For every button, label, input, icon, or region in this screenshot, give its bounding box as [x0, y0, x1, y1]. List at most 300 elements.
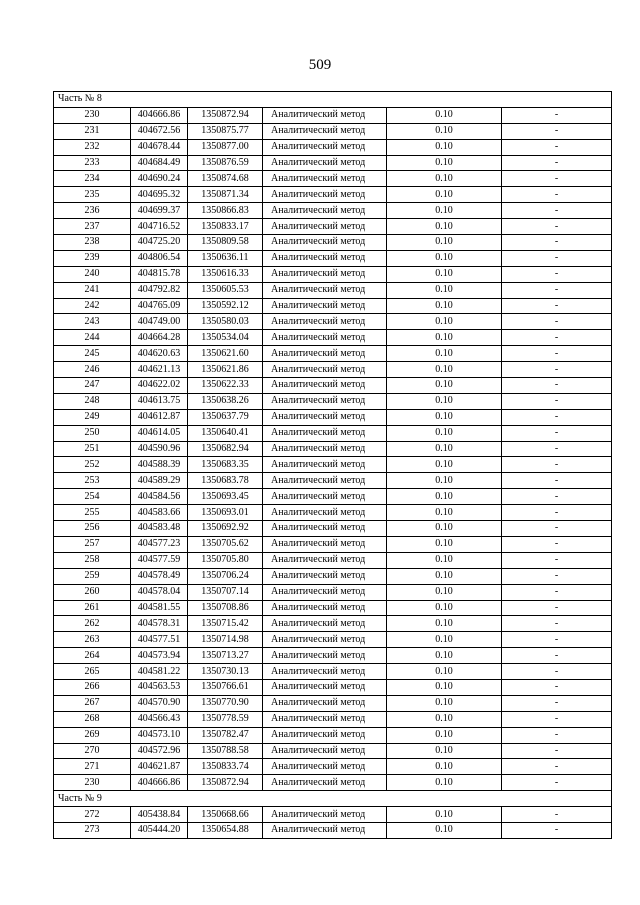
note-cell: - [502, 536, 612, 552]
accuracy-cell: 0.10 [387, 727, 502, 743]
method-cell: Аналитический метод [263, 409, 387, 425]
x-coordinate-cell: 404613.75 [131, 393, 188, 409]
table-row [54, 664, 612, 680]
point-number-cell: 234 [54, 171, 131, 187]
note-cell: - [502, 155, 612, 171]
accuracy-cell: 0.10 [387, 807, 502, 823]
x-coordinate-cell: 404577.51 [131, 632, 188, 648]
method-cell: Аналитический метод [263, 505, 387, 521]
table-row [54, 695, 612, 711]
x-coordinate-cell: 404666.86 [131, 107, 188, 123]
point-number-cell: 243 [54, 314, 131, 330]
x-coordinate-cell: 404678.44 [131, 139, 188, 155]
accuracy-cell: 0.10 [387, 123, 502, 139]
accuracy-cell: 0.10 [387, 203, 502, 219]
note-cell: - [502, 457, 612, 473]
x-coordinate-cell: 404612.87 [131, 409, 188, 425]
y-coordinate-cell: 1350682.94 [188, 441, 263, 457]
note-cell: - [502, 711, 612, 727]
point-number-cell: 235 [54, 187, 131, 203]
point-number-cell: 239 [54, 250, 131, 266]
point-number-cell: 247 [54, 378, 131, 394]
method-cell: Аналитический метод [263, 187, 387, 203]
accuracy-cell: 0.10 [387, 235, 502, 251]
y-coordinate-cell: 1350668.66 [188, 807, 263, 823]
method-cell: Аналитический метод [263, 107, 387, 123]
x-coordinate-cell: 404588.39 [131, 457, 188, 473]
x-coordinate-cell: 404792.82 [131, 282, 188, 298]
table-row [54, 536, 612, 552]
accuracy-cell: 0.10 [387, 505, 502, 521]
x-coordinate-cell: 404690.24 [131, 171, 188, 187]
note-cell: - [502, 393, 612, 409]
method-cell: Аналитический метод [263, 219, 387, 235]
table-row [54, 409, 612, 425]
table-row [54, 632, 612, 648]
note-cell: - [502, 473, 612, 489]
note-cell: - [502, 775, 612, 791]
table-row [54, 219, 612, 235]
note-cell: - [502, 425, 612, 441]
x-coordinate-cell: 404572.96 [131, 743, 188, 759]
table-row [54, 107, 612, 123]
point-number-cell: 261 [54, 600, 131, 616]
table-row [54, 203, 612, 219]
x-coordinate-cell: 404578.04 [131, 584, 188, 600]
method-cell: Аналитический метод [263, 664, 387, 680]
accuracy-cell: 0.10 [387, 473, 502, 489]
section-header-row [54, 92, 612, 108]
note-cell: - [502, 139, 612, 155]
x-coordinate-cell: 405444.20 [131, 822, 188, 838]
table-row [54, 425, 612, 441]
accuracy-cell: 0.10 [387, 648, 502, 664]
table-row [54, 743, 612, 759]
method-cell: Аналитический метод [263, 584, 387, 600]
accuracy-cell: 0.10 [387, 107, 502, 123]
accuracy-cell: 0.10 [387, 171, 502, 187]
y-coordinate-cell: 1350622.33 [188, 378, 263, 394]
accuracy-cell: 0.10 [387, 282, 502, 298]
x-coordinate-cell: 404725.20 [131, 235, 188, 251]
accuracy-cell: 0.10 [387, 521, 502, 537]
x-coordinate-cell: 404621.87 [131, 759, 188, 775]
accuracy-cell: 0.10 [387, 695, 502, 711]
x-coordinate-cell: 404666.86 [131, 775, 188, 791]
y-coordinate-cell: 1350705.80 [188, 552, 263, 568]
note-cell: - [502, 107, 612, 123]
note-cell: - [502, 616, 612, 632]
section-title: Часть № 8 [54, 92, 612, 108]
accuracy-cell: 0.10 [387, 409, 502, 425]
point-number-cell: 259 [54, 568, 131, 584]
method-cell: Аналитический метод [263, 378, 387, 394]
table-row [54, 346, 612, 362]
x-coordinate-cell: 405438.84 [131, 807, 188, 823]
method-cell: Аналитический метод [263, 616, 387, 632]
accuracy-cell: 0.10 [387, 664, 502, 680]
table-row [54, 139, 612, 155]
x-coordinate-cell: 404614.05 [131, 425, 188, 441]
method-cell: Аналитический метод [263, 330, 387, 346]
coordinates-table [53, 91, 612, 839]
x-coordinate-cell: 404749.00 [131, 314, 188, 330]
accuracy-cell: 0.10 [387, 822, 502, 838]
point-number-cell: 250 [54, 425, 131, 441]
point-number-cell: 249 [54, 409, 131, 425]
note-cell: - [502, 505, 612, 521]
table-row [54, 489, 612, 505]
note-cell: - [502, 648, 612, 664]
point-number-cell: 237 [54, 219, 131, 235]
y-coordinate-cell: 1350683.35 [188, 457, 263, 473]
note-cell: - [502, 521, 612, 537]
table-row [54, 775, 612, 791]
note-cell: - [502, 250, 612, 266]
y-coordinate-cell: 1350872.94 [188, 107, 263, 123]
point-number-cell: 273 [54, 822, 131, 838]
table-row [54, 616, 612, 632]
note-cell: - [502, 203, 612, 219]
accuracy-cell: 0.10 [387, 330, 502, 346]
point-number-cell: 231 [54, 123, 131, 139]
accuracy-cell: 0.10 [387, 457, 502, 473]
accuracy-cell: 0.10 [387, 600, 502, 616]
accuracy-cell: 0.10 [387, 266, 502, 282]
point-number-cell: 230 [54, 107, 131, 123]
y-coordinate-cell: 1350770.90 [188, 695, 263, 711]
y-coordinate-cell: 1350637.79 [188, 409, 263, 425]
y-coordinate-cell: 1350766.61 [188, 679, 263, 695]
point-number-cell: 263 [54, 632, 131, 648]
accuracy-cell: 0.10 [387, 775, 502, 791]
point-number-cell: 266 [54, 679, 131, 695]
y-coordinate-cell: 1350616.33 [188, 266, 263, 282]
x-coordinate-cell: 404584.56 [131, 489, 188, 505]
y-coordinate-cell: 1350640.41 [188, 425, 263, 441]
note-cell: - [502, 743, 612, 759]
point-number-cell: 246 [54, 362, 131, 378]
page-number: 509 [308, 57, 332, 73]
note-cell: - [502, 489, 612, 505]
table-row [54, 282, 612, 298]
method-cell: Аналитический метод [263, 298, 387, 314]
y-coordinate-cell: 1350683.78 [188, 473, 263, 489]
method-cell: Аналитический метод [263, 695, 387, 711]
x-coordinate-cell: 404695.32 [131, 187, 188, 203]
table-row [54, 314, 612, 330]
method-cell: Аналитический метод [263, 679, 387, 695]
point-number-cell: 251 [54, 441, 131, 457]
method-cell: Аналитический метод [263, 235, 387, 251]
y-coordinate-cell: 1350730.13 [188, 664, 263, 680]
coordinates-table-body [54, 92, 612, 839]
note-cell: - [502, 330, 612, 346]
point-number-cell: 255 [54, 505, 131, 521]
y-coordinate-cell: 1350636.11 [188, 250, 263, 266]
point-number-cell: 236 [54, 203, 131, 219]
note-cell: - [502, 759, 612, 775]
accuracy-cell: 0.10 [387, 441, 502, 457]
point-number-cell: 262 [54, 616, 131, 632]
note-cell: - [502, 219, 612, 235]
method-cell: Аналитический метод [263, 711, 387, 727]
point-number-cell: 244 [54, 330, 131, 346]
note-cell: - [502, 807, 612, 823]
y-coordinate-cell: 1350833.17 [188, 219, 263, 235]
table-row [54, 155, 612, 171]
point-number-cell: 233 [54, 155, 131, 171]
accuracy-cell: 0.10 [387, 711, 502, 727]
accuracy-cell: 0.10 [387, 378, 502, 394]
y-coordinate-cell: 1350809.58 [188, 235, 263, 251]
method-cell: Аналитический метод [263, 473, 387, 489]
x-coordinate-cell: 404664.28 [131, 330, 188, 346]
accuracy-cell: 0.10 [387, 346, 502, 362]
note-cell: - [502, 679, 612, 695]
y-coordinate-cell: 1350706.24 [188, 568, 263, 584]
note-cell: - [502, 727, 612, 743]
method-cell: Аналитический метод [263, 600, 387, 616]
point-number-cell: 252 [54, 457, 131, 473]
point-number-cell: 267 [54, 695, 131, 711]
y-coordinate-cell: 1350534.04 [188, 330, 263, 346]
x-coordinate-cell: 404684.49 [131, 155, 188, 171]
table-row [54, 552, 612, 568]
note-cell: - [502, 584, 612, 600]
accuracy-cell: 0.10 [387, 536, 502, 552]
point-number-cell: 258 [54, 552, 131, 568]
point-number-cell: 272 [54, 807, 131, 823]
note-cell: - [502, 822, 612, 838]
note-cell: - [502, 123, 612, 139]
y-coordinate-cell: 1350621.86 [188, 362, 263, 378]
point-number-cell: 241 [54, 282, 131, 298]
x-coordinate-cell: 404672.56 [131, 123, 188, 139]
y-coordinate-cell: 1350782.47 [188, 727, 263, 743]
y-coordinate-cell: 1350693.45 [188, 489, 263, 505]
method-cell: Аналитический метод [263, 123, 387, 139]
point-number-cell: 248 [54, 393, 131, 409]
y-coordinate-cell: 1350621.60 [188, 346, 263, 362]
y-coordinate-cell: 1350714.98 [188, 632, 263, 648]
point-number-cell: 260 [54, 584, 131, 600]
x-coordinate-cell: 404577.59 [131, 552, 188, 568]
method-cell: Аналитический метод [263, 139, 387, 155]
table-row [54, 362, 612, 378]
table-row [54, 822, 612, 838]
x-coordinate-cell: 404581.55 [131, 600, 188, 616]
y-coordinate-cell: 1350875.77 [188, 123, 263, 139]
table-row [54, 648, 612, 664]
method-cell: Аналитический метод [263, 250, 387, 266]
table-row [54, 584, 612, 600]
table-row [54, 521, 612, 537]
method-cell: Аналитический метод [263, 266, 387, 282]
method-cell: Аналитический метод [263, 568, 387, 584]
accuracy-cell: 0.10 [387, 743, 502, 759]
x-coordinate-cell: 404570.90 [131, 695, 188, 711]
y-coordinate-cell: 1350871.34 [188, 187, 263, 203]
table-row [54, 330, 612, 346]
y-coordinate-cell: 1350580.03 [188, 314, 263, 330]
method-cell: Аналитический метод [263, 759, 387, 775]
method-cell: Аналитический метод [263, 632, 387, 648]
y-coordinate-cell: 1350877.00 [188, 139, 263, 155]
x-coordinate-cell: 404806.54 [131, 250, 188, 266]
method-cell: Аналитический метод [263, 743, 387, 759]
y-coordinate-cell: 1350876.59 [188, 155, 263, 171]
table-row [54, 266, 612, 282]
note-cell: - [502, 187, 612, 203]
x-coordinate-cell: 404716.52 [131, 219, 188, 235]
accuracy-cell: 0.10 [387, 139, 502, 155]
note-cell: - [502, 282, 612, 298]
point-number-cell: 257 [54, 536, 131, 552]
table-row [54, 505, 612, 521]
note-cell: - [502, 664, 612, 680]
method-cell: Аналитический метод [263, 393, 387, 409]
point-number-cell: 253 [54, 473, 131, 489]
accuracy-cell: 0.10 [387, 155, 502, 171]
accuracy-cell: 0.10 [387, 552, 502, 568]
x-coordinate-cell: 404577.23 [131, 536, 188, 552]
x-coordinate-cell: 404620.63 [131, 346, 188, 362]
table-row [54, 171, 612, 187]
note-cell: - [502, 441, 612, 457]
y-coordinate-cell: 1350874.68 [188, 171, 263, 187]
table-row [54, 235, 612, 251]
point-number-cell: 240 [54, 266, 131, 282]
y-coordinate-cell: 1350866.83 [188, 203, 263, 219]
point-number-cell: 269 [54, 727, 131, 743]
note-cell: - [502, 171, 612, 187]
x-coordinate-cell: 404578.49 [131, 568, 188, 584]
x-coordinate-cell: 404699.37 [131, 203, 188, 219]
x-coordinate-cell: 404573.94 [131, 648, 188, 664]
table-row [54, 441, 612, 457]
method-cell: Аналитический метод [263, 807, 387, 823]
x-coordinate-cell: 404589.29 [131, 473, 188, 489]
section-title: Часть № 9 [54, 791, 612, 807]
section-header-row [54, 791, 612, 807]
y-coordinate-cell: 1350693.01 [188, 505, 263, 521]
table-row [54, 568, 612, 584]
method-cell: Аналитический метод [263, 521, 387, 537]
accuracy-cell: 0.10 [387, 393, 502, 409]
y-coordinate-cell: 1350778.59 [188, 711, 263, 727]
x-coordinate-cell: 404578.31 [131, 616, 188, 632]
accuracy-cell: 0.10 [387, 679, 502, 695]
note-cell: - [502, 378, 612, 394]
y-coordinate-cell: 1350715.42 [188, 616, 263, 632]
accuracy-cell: 0.10 [387, 187, 502, 203]
method-cell: Аналитический метод [263, 822, 387, 838]
note-cell: - [502, 266, 612, 282]
y-coordinate-cell: 1350654.88 [188, 822, 263, 838]
table-row [54, 250, 612, 266]
table-row [54, 679, 612, 695]
y-coordinate-cell: 1350708.86 [188, 600, 263, 616]
x-coordinate-cell: 404583.48 [131, 521, 188, 537]
x-coordinate-cell: 404563.53 [131, 679, 188, 695]
y-coordinate-cell: 1350705.62 [188, 536, 263, 552]
method-cell: Аналитический метод [263, 171, 387, 187]
point-number-cell: 230 [54, 775, 131, 791]
accuracy-cell: 0.10 [387, 250, 502, 266]
x-coordinate-cell: 404581.22 [131, 664, 188, 680]
x-coordinate-cell: 404765.09 [131, 298, 188, 314]
accuracy-cell: 0.10 [387, 489, 502, 505]
method-cell: Аналитический метод [263, 648, 387, 664]
note-cell: - [502, 409, 612, 425]
method-cell: Аналитический метод [263, 727, 387, 743]
accuracy-cell: 0.10 [387, 616, 502, 632]
y-coordinate-cell: 1350638.26 [188, 393, 263, 409]
accuracy-cell: 0.10 [387, 759, 502, 775]
accuracy-cell: 0.10 [387, 632, 502, 648]
method-cell: Аналитический метод [263, 314, 387, 330]
table-row [54, 807, 612, 823]
note-cell: - [502, 235, 612, 251]
table-row [54, 298, 612, 314]
accuracy-cell: 0.10 [387, 298, 502, 314]
note-cell: - [502, 314, 612, 330]
table-row [54, 187, 612, 203]
method-cell: Аналитический метод [263, 282, 387, 298]
method-cell: Аналитический метод [263, 775, 387, 791]
x-coordinate-cell: 404566.43 [131, 711, 188, 727]
table-row [54, 378, 612, 394]
point-number-cell: 242 [54, 298, 131, 314]
accuracy-cell: 0.10 [387, 568, 502, 584]
table-row [54, 600, 612, 616]
y-coordinate-cell: 1350592.12 [188, 298, 263, 314]
table-row [54, 711, 612, 727]
method-cell: Аналитический метод [263, 552, 387, 568]
method-cell: Аналитический метод [263, 346, 387, 362]
method-cell: Аналитический метод [263, 489, 387, 505]
y-coordinate-cell: 1350605.53 [188, 282, 263, 298]
y-coordinate-cell: 1350692.92 [188, 521, 263, 537]
point-number-cell: 245 [54, 346, 131, 362]
point-number-cell: 268 [54, 711, 131, 727]
point-number-cell: 232 [54, 139, 131, 155]
y-coordinate-cell: 1350872.94 [188, 775, 263, 791]
method-cell: Аналитический метод [263, 457, 387, 473]
x-coordinate-cell: 404815.78 [131, 266, 188, 282]
method-cell: Аналитический метод [263, 425, 387, 441]
y-coordinate-cell: 1350788.58 [188, 743, 263, 759]
note-cell: - [502, 362, 612, 378]
method-cell: Аналитический метод [263, 155, 387, 171]
note-cell: - [502, 632, 612, 648]
accuracy-cell: 0.10 [387, 425, 502, 441]
note-cell: - [502, 552, 612, 568]
table-row [54, 759, 612, 775]
table-row [54, 123, 612, 139]
note-cell: - [502, 695, 612, 711]
accuracy-cell: 0.10 [387, 219, 502, 235]
method-cell: Аналитический метод [263, 362, 387, 378]
y-coordinate-cell: 1350707.14 [188, 584, 263, 600]
point-number-cell: 254 [54, 489, 131, 505]
x-coordinate-cell: 404573.10 [131, 727, 188, 743]
accuracy-cell: 0.10 [387, 584, 502, 600]
table-row [54, 727, 612, 743]
x-coordinate-cell: 404590.96 [131, 441, 188, 457]
note-cell: - [502, 600, 612, 616]
